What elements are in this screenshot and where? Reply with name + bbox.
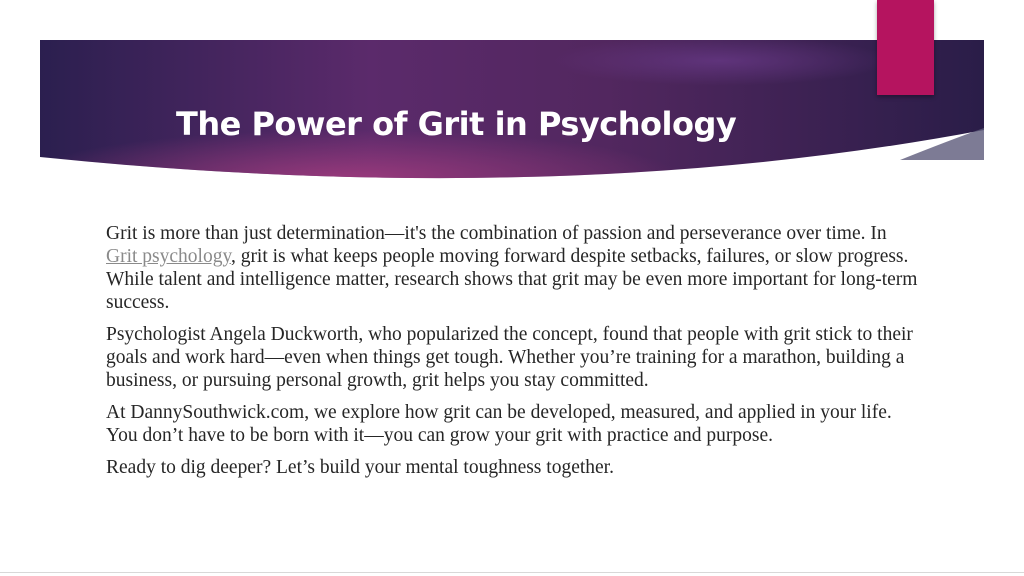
paragraph-4: Ready to dig deeper? Let’s build your mental toughness together. <box>106 457 614 478</box>
bottom-divider <box>0 572 1024 573</box>
paragraph-3: At DannySouthwick.com, we explore how grit can be developed, measured, and applied in your life. You don’t have to be born with it—you can grow your grit with practice and purpose. <box>106 402 892 446</box>
paragraph-1 <box>106 222 921 314</box>
paragraph-1-intro: Grit is more than just determination—it's the combination of passion and perseverance over time. In <box>106 223 887 244</box>
paragraph-2: Psychologist Angela Duckworth, who popularized the concept, found that people with grit stick to their goals and work hard—even when things get tough. Whether you’re training for a marathon, building a business, or pursuing personal growth, grit helps you stay committed. <box>106 324 913 391</box>
slide-title: The Power of Grit in Psychology <box>176 105 737 143</box>
accent-tab <box>877 0 934 95</box>
banner-graphic <box>0 0 1024 200</box>
paragraph-1-rest: , grit is what keeps people moving forward despite setbacks, failures, or slow progress. While talent and intelligence matter, research shows that grit may be even more important for long-term success. <box>106 246 918 313</box>
slide-body <box>106 222 921 488</box>
grit-psychology-link[interactable]: Grit psychology <box>106 246 231 267</box>
title-banner <box>0 0 1024 200</box>
